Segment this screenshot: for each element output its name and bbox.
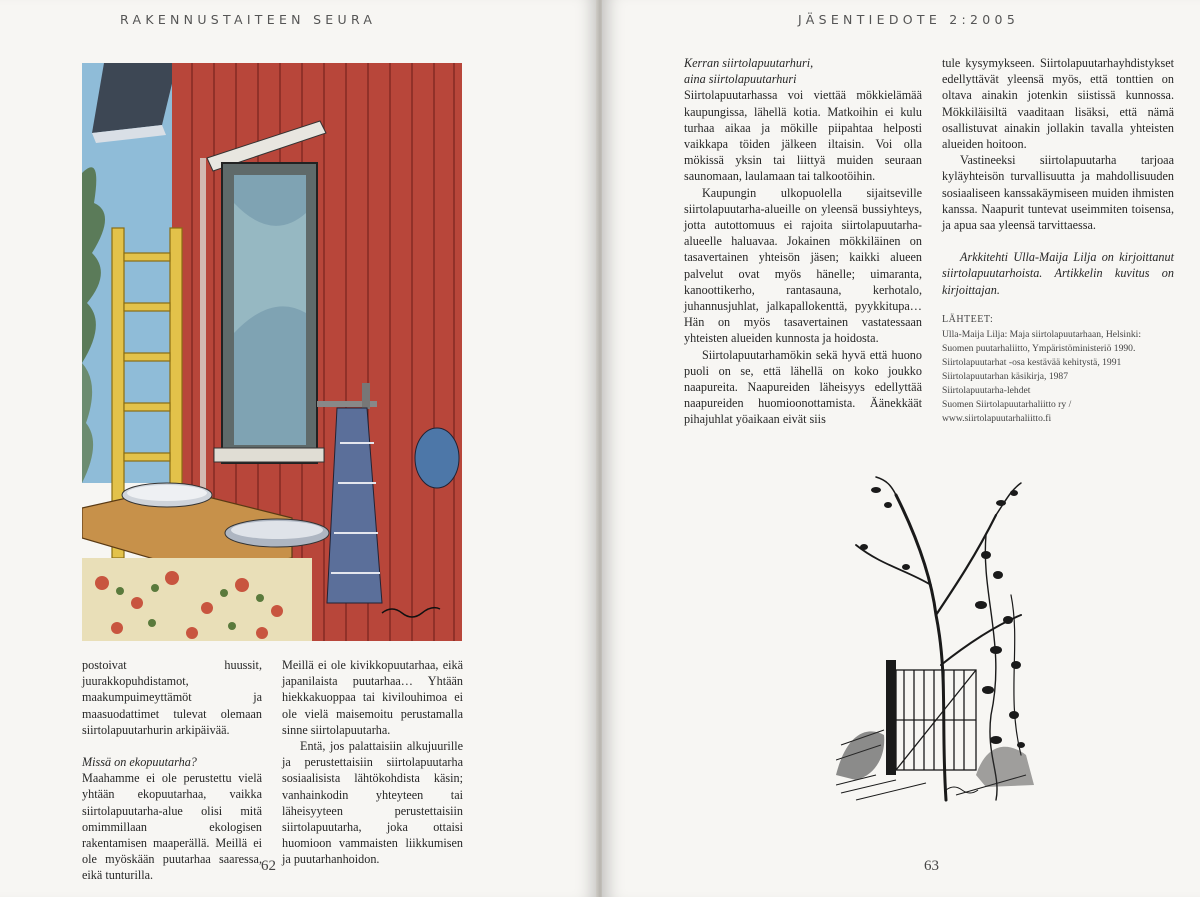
right-column-1 [684, 55, 922, 428]
right-column-2 [942, 55, 1174, 426]
reference-item: Siirtolapuutarhan käsikirja, 1987 [942, 371, 1069, 383]
paragraph: tule kysymykseen. Siirtolapuutarhayhdistykset edellyttävät yleensä myös, että tonttien on oltava ainakin jotenkin siistissä kunnossa. Mökkiläisiltä vaaditaan lisäksi, että nämä osallistuvat ainakin jollakin tavalla yhteisten alueiden hoitoon. [942, 56, 1174, 152]
page-number-left: 62 [261, 858, 276, 874]
paragraph: Maahamme ei ole perustettu vielä yhtään ekopuutarhaa, vaikka siirtolapuutarha-alue olisi mitä omimmillaan ekologisen rakentamisen maaperällä. Meillä ei ole myöskään puutarhaa saaressa, eikä tunturilla. [82, 771, 262, 883]
red-wall-illustration [82, 63, 462, 641]
subheading: aina siirtolapuutarhuri [684, 72, 797, 87]
paragraph: Vastineeksi siirtolapuutarha tarjoaa kyläyhteisön turvallisuutta ja mahdollisuuden sosiaaliseen kanssakäymiseen muiden ihmisten kanssa. Naapurit tuntevat useimmiten toisensa, ja apua saa yleensä tarvittaessa. [942, 153, 1174, 233]
paragraph: Siirtolapuutarhassa voi viettää mökkielämää kaupungissa, lähellä kotia. Matkoihin ei kulu turhaa aikaa ja mökille piipahtaa helposti vaikkapa töiden jälkeen iltaisin. Voi olla mökissä yksin tai liittyä muiden seuraan saunomaan, laulamaan tai talkootöihin. [684, 88, 922, 184]
garden-gate-illustration [836, 475, 1034, 805]
running-head-left: RAKENNUSTAITEEN SEURA [120, 12, 377, 27]
subheading: Missä on ekopuutarha? [82, 755, 197, 770]
reference-item: Siirtolapuutarha-lehdet [942, 385, 1031, 397]
subheading: Kerran siirtolapuutarhuri, [684, 56, 814, 70]
reference-item: Ulla-Maija Lilja: Maja siirtolapuutarhaan, Helsinki: Suomen puutarhaliitto, Ympäristöministeriö 1990. [942, 329, 1142, 355]
reference-item: Siirtolapuutarhat -osa kestävää kehitystä, 1991 [942, 357, 1122, 369]
references-list [942, 328, 1174, 426]
running-head-right: JÄSENTIEDOTE 2:2005 [798, 12, 1020, 27]
author-note: Arkkitehti Ulla-Maija Lilja on kirjoittanut siirtolapuutarhoista. Artikkelin kuvitus on kirjoittajan. [942, 250, 1174, 297]
left-page [0, 0, 598, 897]
reference-item: Suomen Siirtolapuutarhaliitto ry / www.siirtolapuutarhaliitto.fi [942, 399, 1072, 425]
left-column-2 [282, 657, 463, 868]
right-page [602, 0, 1200, 897]
paragraph: postoivat huussit, juurakkopuhdistamot, maakumpuimeyttämöt ja maasuodattimet tulevat olemaan siirtolapuutarhurin arkipäivää. [82, 658, 262, 737]
paragraph: Kaupungin ulkopuolella sijaitseville siirtolapuutarha-alueille on yleensä bussiyhteys, jotta autottomuus ei rajoita siirtolapuutarha-alueelle haluavaa. Jokainen mökkiläinen on tasavertainen yhteisön jäsen; kaikki alueen palvelut ovat myös hänelle; uimaranta, kanoottikerho, rantasauna, kerhotalo, juhannusjuhlat, jalkapallokenttä, pyykkitupa… Hän on myös tasavertainen vastatessaan yhteisten alueiden kunnosta ja hoidosta. [684, 185, 922, 346]
paragraph: Meillä ei ole kivikkopuutarhaa, eikä japanilaista puutarhaa… Yhtään hiekkakuoppaa tai kivilouhimoa ei ole vielä maisemoitu perustamalla sinne siirtolapuutarha. [282, 658, 463, 737]
references-title: LÄHTEET: [942, 313, 994, 325]
left-column-1 [82, 657, 262, 884]
paragraph: Entä, jos palattaisiin alkujuurille ja perustettaisiin siirtolapuutarha sosiaalisista lähtökohdista käsin; vanhainkodin yhteyteen tai läheisyyteen perustettaisiin siirtolapuutarha, joka ottaisi huomioon vammaisten liikkumisen ja puutarhanhoidon. [282, 739, 463, 867]
page-number-right: 63 [924, 858, 939, 874]
paragraph: Siirtolapuutarhamökin sekä hyvä että huono puoli on se, että lähellä on koko joukko naapureita. Naapureiden läheisyys edellyttää naapureiden huomioonottamista. Äänekkäät pihajuhlat yöaikaan eivät siis [684, 347, 922, 427]
